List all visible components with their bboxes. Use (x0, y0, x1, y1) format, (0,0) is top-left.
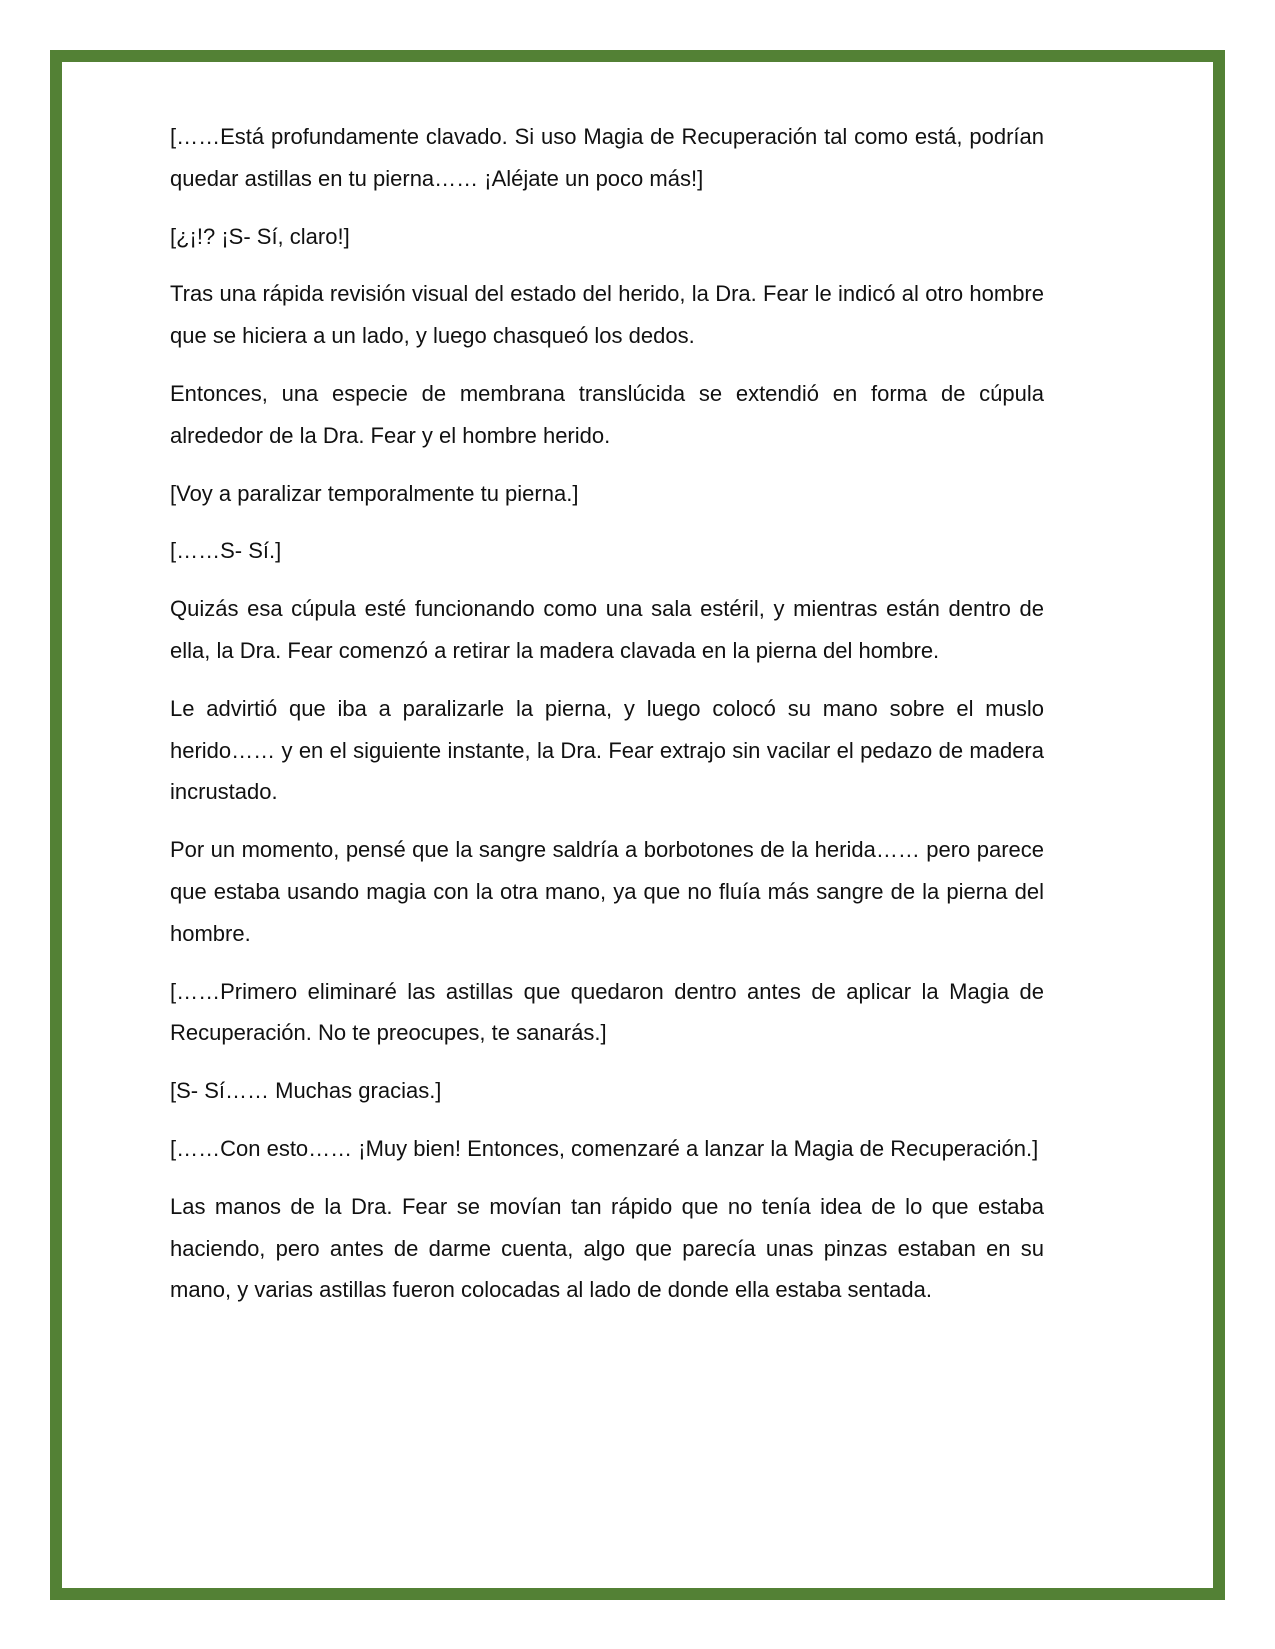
paragraph: [¿¡!? ¡S- Sí, claro!] (170, 223, 350, 249)
paragraph: Por un momento, pensé que la sangre saldría a borbotones de la herida…… pero parece que estaba usando magia con la otra mano, ya que no fluía más sangre de la pierna del hombre. (170, 837, 1044, 946)
paragraph: Entonces, una especie de membrana translúcida se extendió en forma de cúpula alrededor de la Dra. Fear y el hombre herido. (170, 380, 1044, 448)
paragraph: [Voy a paralizar temporalmente tu pierna.] (170, 480, 579, 506)
document-body (170, 116, 1044, 1327)
paragraph: [S- Sí…… Muchas gracias.] (170, 1078, 442, 1104)
paragraph: Tras una rápida revisión visual del estado del herido, la Dra. Fear le indicó al otro hombre que se hiciera a un lado, y luego chasqueó los dedos. (170, 281, 1044, 349)
paragraph: Le advirtió que iba a paralizarle la pierna, y luego colocó su mano sobre el muslo herido…… y en el siguiente instante, la Dra. Fear extrajo sin vacilar el pedazo de madera incrustado. (170, 695, 1044, 805)
paragraph: [……Está profundamente clavado. Si uso Magia de Recuperación tal como está, podrían quedar astillas en tu pierna…… ¡Aléjate un poco más!] (170, 124, 1044, 191)
paragraph: [……S- Sí.] (170, 538, 282, 564)
paragraph: [……Primero eliminaré las astillas que quedaron dentro antes de aplicar la Magia de Recuperación. No te preocupes, te sanarás.] (170, 978, 1044, 1046)
paragraph: [……Con esto…… ¡Muy bien! Entonces, comenzaré a lanzar la Magia de Recuperación.] (170, 1135, 1039, 1161)
paragraph: Quizás esa cúpula esté funcionando como una sala estéril, y mientras están dentro de ella, la Dra. Fear comenzó a retirar la madera clavada en la pierna del hombre. (170, 596, 1044, 663)
paragraph: Las manos de la Dra. Fear se movían tan rápido que no tenía idea de lo que estaba haciendo, pero antes de darme cuenta, algo que parecía unas pinzas estaban en su mano, y varias astillas fueron colocadas al lado de donde ella estaba sentada. (170, 1193, 1044, 1303)
